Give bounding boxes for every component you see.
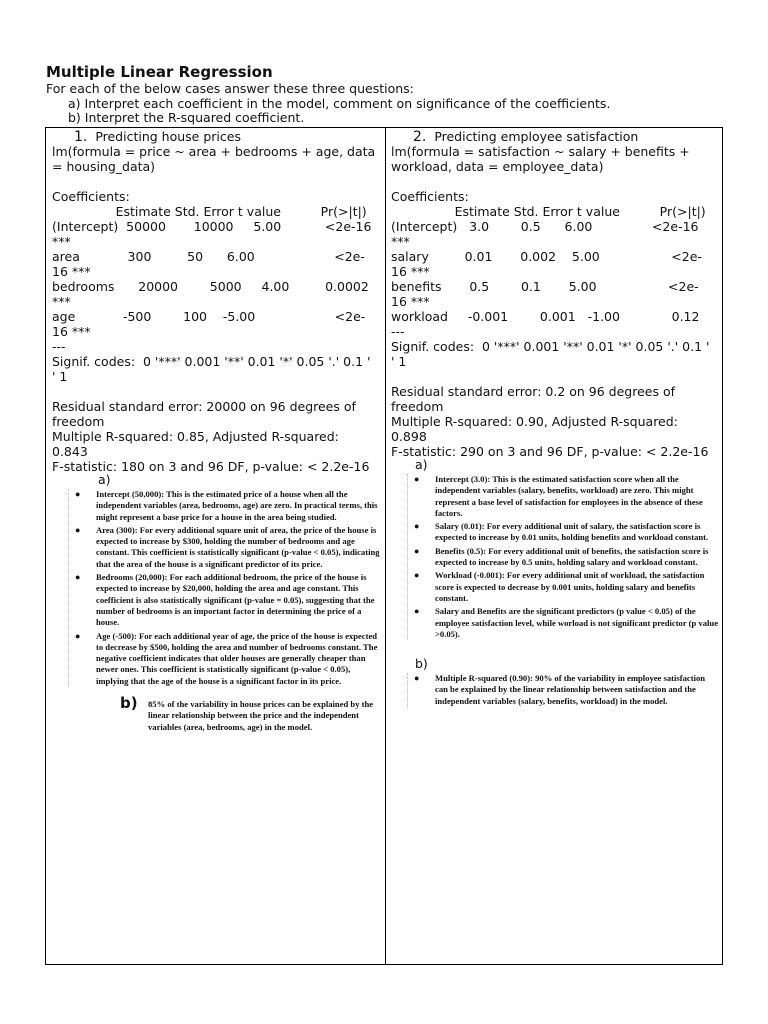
coefficients-label: Coefficients: bbox=[52, 189, 130, 204]
answer-b-bullets bbox=[407, 673, 719, 707]
stat-line: Multiple R-squared: 0.90, Adjusted R-squared: bbox=[391, 414, 678, 429]
coef-line: Signif. codes: 0 '***' 0.001 '**' 0.01 '*' 0.05 '.' 0.1 ' bbox=[391, 339, 710, 354]
case-house-prices bbox=[52, 128, 378, 733]
model-stats bbox=[52, 399, 378, 474]
bullet-icon: ● bbox=[414, 673, 420, 684]
answer-a-label: a) bbox=[415, 457, 428, 472]
column-divider bbox=[385, 128, 386, 964]
bullet-text: Workload (-0.001): For every additional unit of workload, the satisfaction score is expected to decrease by 0.001 units, holding salary and benefits constant. bbox=[435, 570, 705, 603]
lm-line: lm(formula = satisfaction ~ salary + benefits + bbox=[391, 144, 690, 159]
bullet-text: Intercept (3.0): This is the estimated satisfaction score when all the independent variables (salary, benefits, workload) are zero. This might represent a base level of satisfaction for employees in the absence of these factors. bbox=[435, 474, 703, 518]
bullet-item bbox=[407, 606, 719, 640]
case-title: Predicting employee satisfaction bbox=[434, 129, 639, 144]
stat-line: F-statistic: 180 on 3 and 96 DF, p-value: < 2.2e-16 bbox=[52, 459, 370, 474]
bullet-item bbox=[68, 572, 380, 628]
coef-line: *** bbox=[391, 234, 410, 249]
coef-line: 16 *** bbox=[391, 294, 430, 309]
answer-b bbox=[120, 694, 382, 733]
coef-line: ' 1 bbox=[391, 354, 407, 369]
bullet-item bbox=[407, 521, 719, 544]
lm-line: = housing_data) bbox=[52, 159, 156, 174]
coef-line: Signif. codes: 0 '***' 0.001 '**' 0.01 '*' 0.05 '.' 0.1 ' bbox=[52, 354, 371, 369]
lm-line: workload, data = employee_data) bbox=[391, 159, 604, 174]
stat-line: freedom bbox=[391, 399, 444, 414]
bullet-text: Salary and Benefits are the significant predictors (p value < 0.05) of the employee satisfaction level, while worload is not significant predictor (p value >0.05). bbox=[435, 606, 719, 639]
coefficients-label: Coefficients: bbox=[391, 189, 469, 204]
bullet-icon: ● bbox=[75, 524, 81, 535]
lm-formula bbox=[391, 144, 717, 174]
answer-b-label: b) bbox=[120, 694, 138, 713]
bullet-icon: ● bbox=[414, 606, 420, 617]
stat-line: Residual standard error: 0.2 on 96 degrees of bbox=[391, 384, 676, 399]
coef-line: --- bbox=[391, 324, 405, 339]
case-number: 2. bbox=[413, 129, 427, 145]
bullet-icon: ● bbox=[414, 570, 420, 581]
question-b: b) Interpret the R-squared coefficient. bbox=[68, 110, 305, 125]
bullet-item bbox=[68, 631, 380, 687]
answer-b-label: b) bbox=[415, 656, 428, 672]
instructions bbox=[46, 82, 610, 126]
coef-line: --- bbox=[52, 339, 66, 354]
model-stats bbox=[391, 384, 717, 459]
bullet-text: Salary (0.01): For every additional unit of salary, the satisfaction score is expected to increase by 0.01 units, holding benefits and workload constant. bbox=[435, 521, 709, 543]
coef-line: age -500 100 -5.00 <2e- bbox=[52, 309, 366, 324]
bullet-item bbox=[407, 474, 719, 519]
bullet-text: Bedrooms (20,000): For each additional bedroom, the price of the house is expected to increase by $20,000, holding the area and age constant. This coefficient is also statistically significant (p-value = 0.05), suggesting that the number of bedrooms is an important factor in determining the price of a house. bbox=[96, 572, 375, 628]
bullet-item bbox=[68, 525, 380, 570]
case-heading bbox=[413, 129, 739, 145]
question-a: a) Interpret each coefficient in the model, comment on significance of the coefficients. bbox=[68, 95, 611, 111]
coef-line: 16 *** bbox=[391, 264, 430, 279]
bullet-item bbox=[68, 489, 380, 523]
case-title: Predicting house prices bbox=[95, 129, 241, 144]
stat-line: 0.898 bbox=[391, 429, 427, 444]
bullet-text: Area (300): For every additional square unit of area, the price of the house is expected to increase by $300, holding the number of bedrooms and age constant. This coefficient is statistically significant (p-value < 0.05), indicating that the area of the house is a significant predictor of its price. bbox=[96, 524, 380, 569]
bullet-item bbox=[407, 673, 719, 707]
coef-line: ' 1 bbox=[52, 369, 68, 384]
stat-line: Residual standard error: 20000 on 96 degrees of bbox=[52, 399, 356, 414]
coef-line: salary 0.01 0.002 5.00 <2e- bbox=[391, 249, 702, 264]
answer-a-bullets bbox=[407, 474, 719, 640]
case-employee-satisfaction bbox=[391, 128, 717, 709]
page-title: Multiple Linear Regression bbox=[46, 63, 273, 81]
bullet-text: Multiple R-squared (0.90): 90% of the variability in employee satisfaction can be explained by the linear relationship between satisfaction and the independent variables (salary, benefits, workload) in the model. bbox=[435, 673, 706, 706]
coef-line: bedrooms 20000 5000 4.00 0.0002 bbox=[52, 279, 369, 294]
bullet-text: Benefits (0.5): For every additional unit of benefits, the satisfaction score is expected to increase by 0.5 units, holding salary and workload constant. bbox=[435, 545, 709, 568]
bullet-icon: ● bbox=[414, 545, 420, 556]
bullet-item bbox=[407, 546, 719, 569]
bullet-icon: ● bbox=[75, 572, 81, 583]
coef-line: benefits 0.5 0.1 5.00 <2e- bbox=[391, 279, 699, 294]
lm-line: lm(formula = price ~ area + bedrooms + age, data bbox=[52, 144, 376, 159]
cases-table bbox=[45, 127, 723, 965]
coef-line: workload -0.001 0.001 -1.00 0.12 bbox=[391, 309, 700, 324]
coef-line: (Intercept) 3.0 0.5 6.00 <2e-16 bbox=[391, 219, 699, 234]
coefficients-table bbox=[391, 219, 717, 369]
coefficients-table bbox=[52, 219, 378, 384]
coef-line: *** bbox=[52, 234, 71, 249]
bullet-text: Age (-500): For each additional year of age, the price of the house is expected to decrease by $500, holding the area and number of bedrooms constant. The negative coefficient indicates that older houses are generally cheaper than newer ones. This coefficient is statistically significant (p-value < 0.05), implying that the age of the house is a significant factor in its price. bbox=[96, 630, 378, 686]
stat-line: F-statistic: 290 on 3 and 96 DF, p-value: < 2.2e-16 bbox=[391, 444, 709, 459]
answer-a-label: a) bbox=[98, 472, 111, 487]
coefficients-header: Estimate Std. Error t value Pr(>|t|) bbox=[391, 204, 706, 219]
coef-line: area 300 50 6.00 <2e- bbox=[52, 249, 365, 264]
coefficients-header: Estimate Std. Error t value Pr(>|t|) bbox=[52, 204, 367, 219]
coef-line: 16 *** bbox=[52, 264, 91, 279]
stat-line: 0.843 bbox=[52, 444, 88, 459]
bullet-icon: ● bbox=[75, 489, 81, 499]
stat-line: Multiple R-squared: 0.85, Adjusted R-squared: bbox=[52, 429, 339, 444]
bullet-item bbox=[407, 570, 719, 604]
bullet-icon: ● bbox=[75, 630, 81, 641]
lm-formula bbox=[52, 144, 378, 174]
case-heading bbox=[74, 129, 400, 145]
case-number: 1. bbox=[74, 129, 88, 145]
coef-line: *** bbox=[52, 294, 71, 309]
coef-line: 16 *** bbox=[52, 324, 91, 339]
bullet-icon: ● bbox=[414, 474, 420, 484]
stat-line: freedom bbox=[52, 414, 105, 429]
bullet-icon: ● bbox=[414, 521, 420, 532]
bullet-text: Intercept (50,000): This is the estimated price of a house when all the independent variables (area, bedrooms, age) are zero. In practical terms, this might represent a base price for a house in the area being studied. bbox=[96, 489, 378, 522]
answer-a-bullets bbox=[68, 489, 380, 687]
answer-b-text: 85% of the variability in house prices can be explained by the linear relationship between the price and the independent variables (area, bedrooms, age) in the model. bbox=[148, 699, 374, 732]
coef-line: (Intercept) 50000 10000 5.00 <2e-16 bbox=[52, 219, 372, 234]
instructions-lead: For each of the below cases answer these three questions: bbox=[46, 81, 414, 96]
